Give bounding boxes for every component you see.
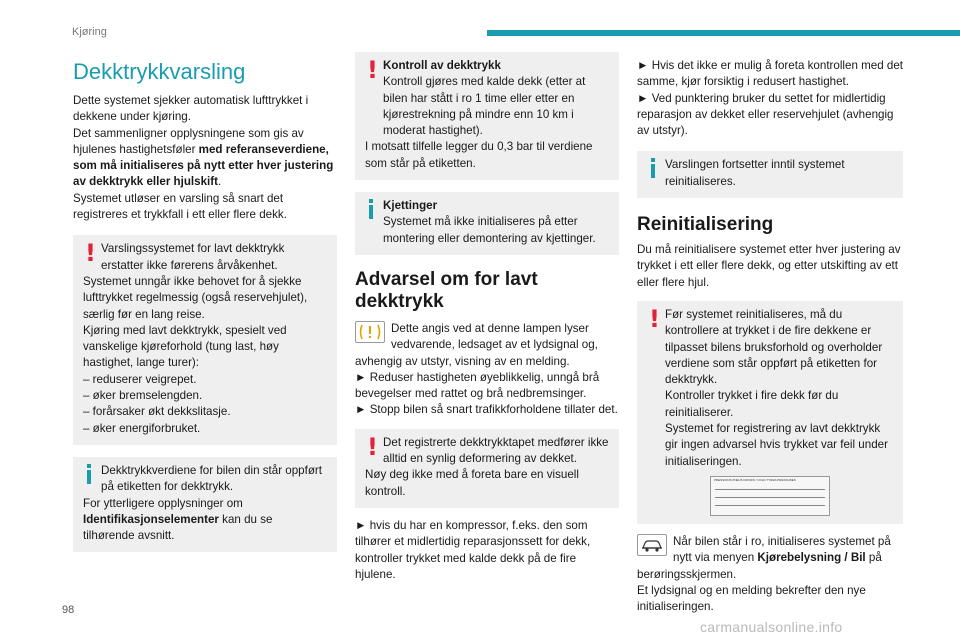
warning-text: Systemet for registrering av lavt dekktrykk gir ingen advarsel hvis trykket var feil under initialiseringen. (665, 422, 888, 468)
intro-text-end: . (218, 175, 222, 189)
info-icon (367, 199, 377, 223)
header-accent-bar (487, 30, 960, 36)
page-number: 98 (62, 604, 75, 616)
car-text-part: Når bilen står i ro, initialiseres systemet på nytt via menyen (673, 534, 891, 565)
warning-text: Varslingssystemet for lavt dekktrykk erstatter ikke førerens årvåkenhet. (101, 242, 285, 272)
warning-text: Før systemet reinitialiseres, må du kontrollere at trykket i de fire dekkene er tilpasset bilens bruksforhold og overholder verdiene som står oppført på etiketten for dekktrykk. (665, 307, 883, 387)
section-title: Reinitialisering (637, 214, 774, 236)
warning-text: Kontroll gjøres med kalde dekk (etter at bilen har stått i ro 1 time eller etter en kjørestrekning på mindre enn 10 km i moderat hastighet). (383, 75, 586, 138)
warning-box (637, 301, 903, 524)
info-text-part: kan du se tilhørende avsnitt. (83, 512, 273, 543)
warning-icon: ! (367, 56, 378, 84)
intro-paragraph-1: Dette systemet sjekker automatisk lufttrykket i dekkene under kjøring. (73, 94, 309, 124)
info-box (637, 151, 903, 198)
box-title (365, 198, 609, 214)
info-box (73, 457, 337, 552)
warning-text: I motsatt tilfelle legger du 0,3 bar til verdiene som står på etiketten. (365, 140, 593, 170)
car-menu-paragraph (637, 534, 903, 583)
step-text: ► Hvis det ikke er mulig å foreta kontrollen med det samme, kjør forsiktig i redusert hastighet. (637, 59, 904, 89)
warning-text: Nøy deg ikke med å foreta bare en visuell kontroll. (365, 468, 579, 498)
warning-icon: ! (85, 239, 96, 268)
box-title (365, 58, 609, 74)
intro-bold-text: med referanseverdiene, som må initialiseres på nytt etter hver justering av dekktrykk eller hjulskift (73, 142, 334, 189)
list-item: – reduserer veigrepet. (83, 372, 197, 386)
warning-icon: ! (649, 304, 660, 333)
lamp-paragraph (355, 321, 619, 370)
info-icon (649, 158, 659, 182)
section-intro: Du må reinitialisere systemet etter hver justering av trykket i ett eller flere dekk, og etter utskifting av ett eller flere hjul. (637, 243, 901, 289)
step-text: ► hvis du har en kompressor, f.eks. den som tilhører et midlertidig reparasjonssett for dekk, kontroller trykket med kalde dekk på de fire hjulene. (355, 518, 591, 581)
car-icon (637, 534, 667, 556)
warning-lamp-icon (355, 321, 385, 343)
lamp-text: Dette angis ved at denne lampen lyser vedvarende, ledsaget av et lydsignal og, avhengig av utstyr, visning av en melding. (355, 321, 598, 368)
info-text: Systemet må ikke initialiseres på etter montering eller demontering av kjettinger. (383, 215, 596, 245)
label-caption: PRESSIONS PNEUS FROIDS / COLD TYRES PRESSURES (714, 477, 796, 482)
warning-text: Det registrerte dekktrykktapet medfører ikke alltid en synlig deformering av dekket. (383, 435, 609, 466)
column-3 (637, 52, 903, 615)
warning-box (73, 235, 337, 445)
step-text: ► Stopp bilen så snart trafikkforholdene tillater det. (355, 403, 618, 417)
warning-text: Systemet unngår ikke behovet for å sjekke lufttrykket regelmessig (også reservehjulet), særlig før en lang reise. (83, 274, 308, 321)
info-icon (85, 464, 95, 488)
confirm-text: Et lydsignal og en melding bekrefter den nye initialiseringen. (637, 583, 866, 614)
section-title: Advarsel om for lavt dekktrykk (355, 268, 538, 312)
warning-box (355, 429, 619, 508)
box-title-text: Kontroll av dekktrykk (383, 59, 501, 72)
warning-text: Kjøring med lavt dekktrykk, spesielt ved vanskelige kjøreforhold (tung last, høy hastighet, lange turer): (83, 323, 287, 370)
info-box (355, 192, 619, 255)
info-text (83, 496, 327, 545)
intro-paragraph-3: Systemet utløser en varsling så snart det registreres et trykkfall i ett eller flere dekk. (73, 191, 287, 222)
menu-name: Kjørebelysning / Bil (757, 551, 866, 565)
info-text-part: For ytterligere opplysninger om (83, 496, 243, 510)
intro-paragraph-2 (73, 126, 337, 191)
info-text: Varslingen fortsetter inntil systemet reinitialiseres. (665, 158, 845, 188)
page-title: Dekktrykkvarsling (73, 59, 246, 84)
warning-text: Kontroller trykket i fire dekk før du reinitialiserer. (665, 389, 839, 419)
box-title-text: Kjettinger (383, 199, 438, 213)
warning-icon: ! (367, 432, 378, 461)
warning-box (355, 52, 619, 180)
chapter-title: Kjøring (72, 26, 107, 38)
intro-text: Det sammenligner opplysningene som gis av hjulenes hastighetsføler (73, 126, 304, 156)
info-bold-text: Identifikasjonselementer (83, 512, 219, 526)
watermark: carmanualsonline.info (700, 619, 843, 635)
list-item: – forårsaker økt dekkslitasje. (83, 405, 231, 419)
step-text: ► Reduser hastigheten øyeblikkelig, unngå brå bevegelser med rattet og brå nedbremsinger. (355, 370, 600, 401)
car-text (637, 534, 903, 583)
info-text: Dekktrykkverdiene for bilen din står oppført på etiketten for dekktrykk. (101, 463, 323, 494)
column-1 (73, 52, 337, 552)
list-item: – øker energiforbruket. (83, 421, 201, 435)
car-text-part: på berøringsskjermen. (637, 551, 882, 581)
tyre-pressure-label-image (710, 476, 830, 516)
column-2 (355, 52, 619, 583)
step-text: ► Ved punktering bruker du settet for midlertidig reparasjon av dekket eller reservehjulet (avhengig av utstyr). (637, 91, 894, 138)
list-item: – øker bremselengden. (83, 389, 203, 403)
